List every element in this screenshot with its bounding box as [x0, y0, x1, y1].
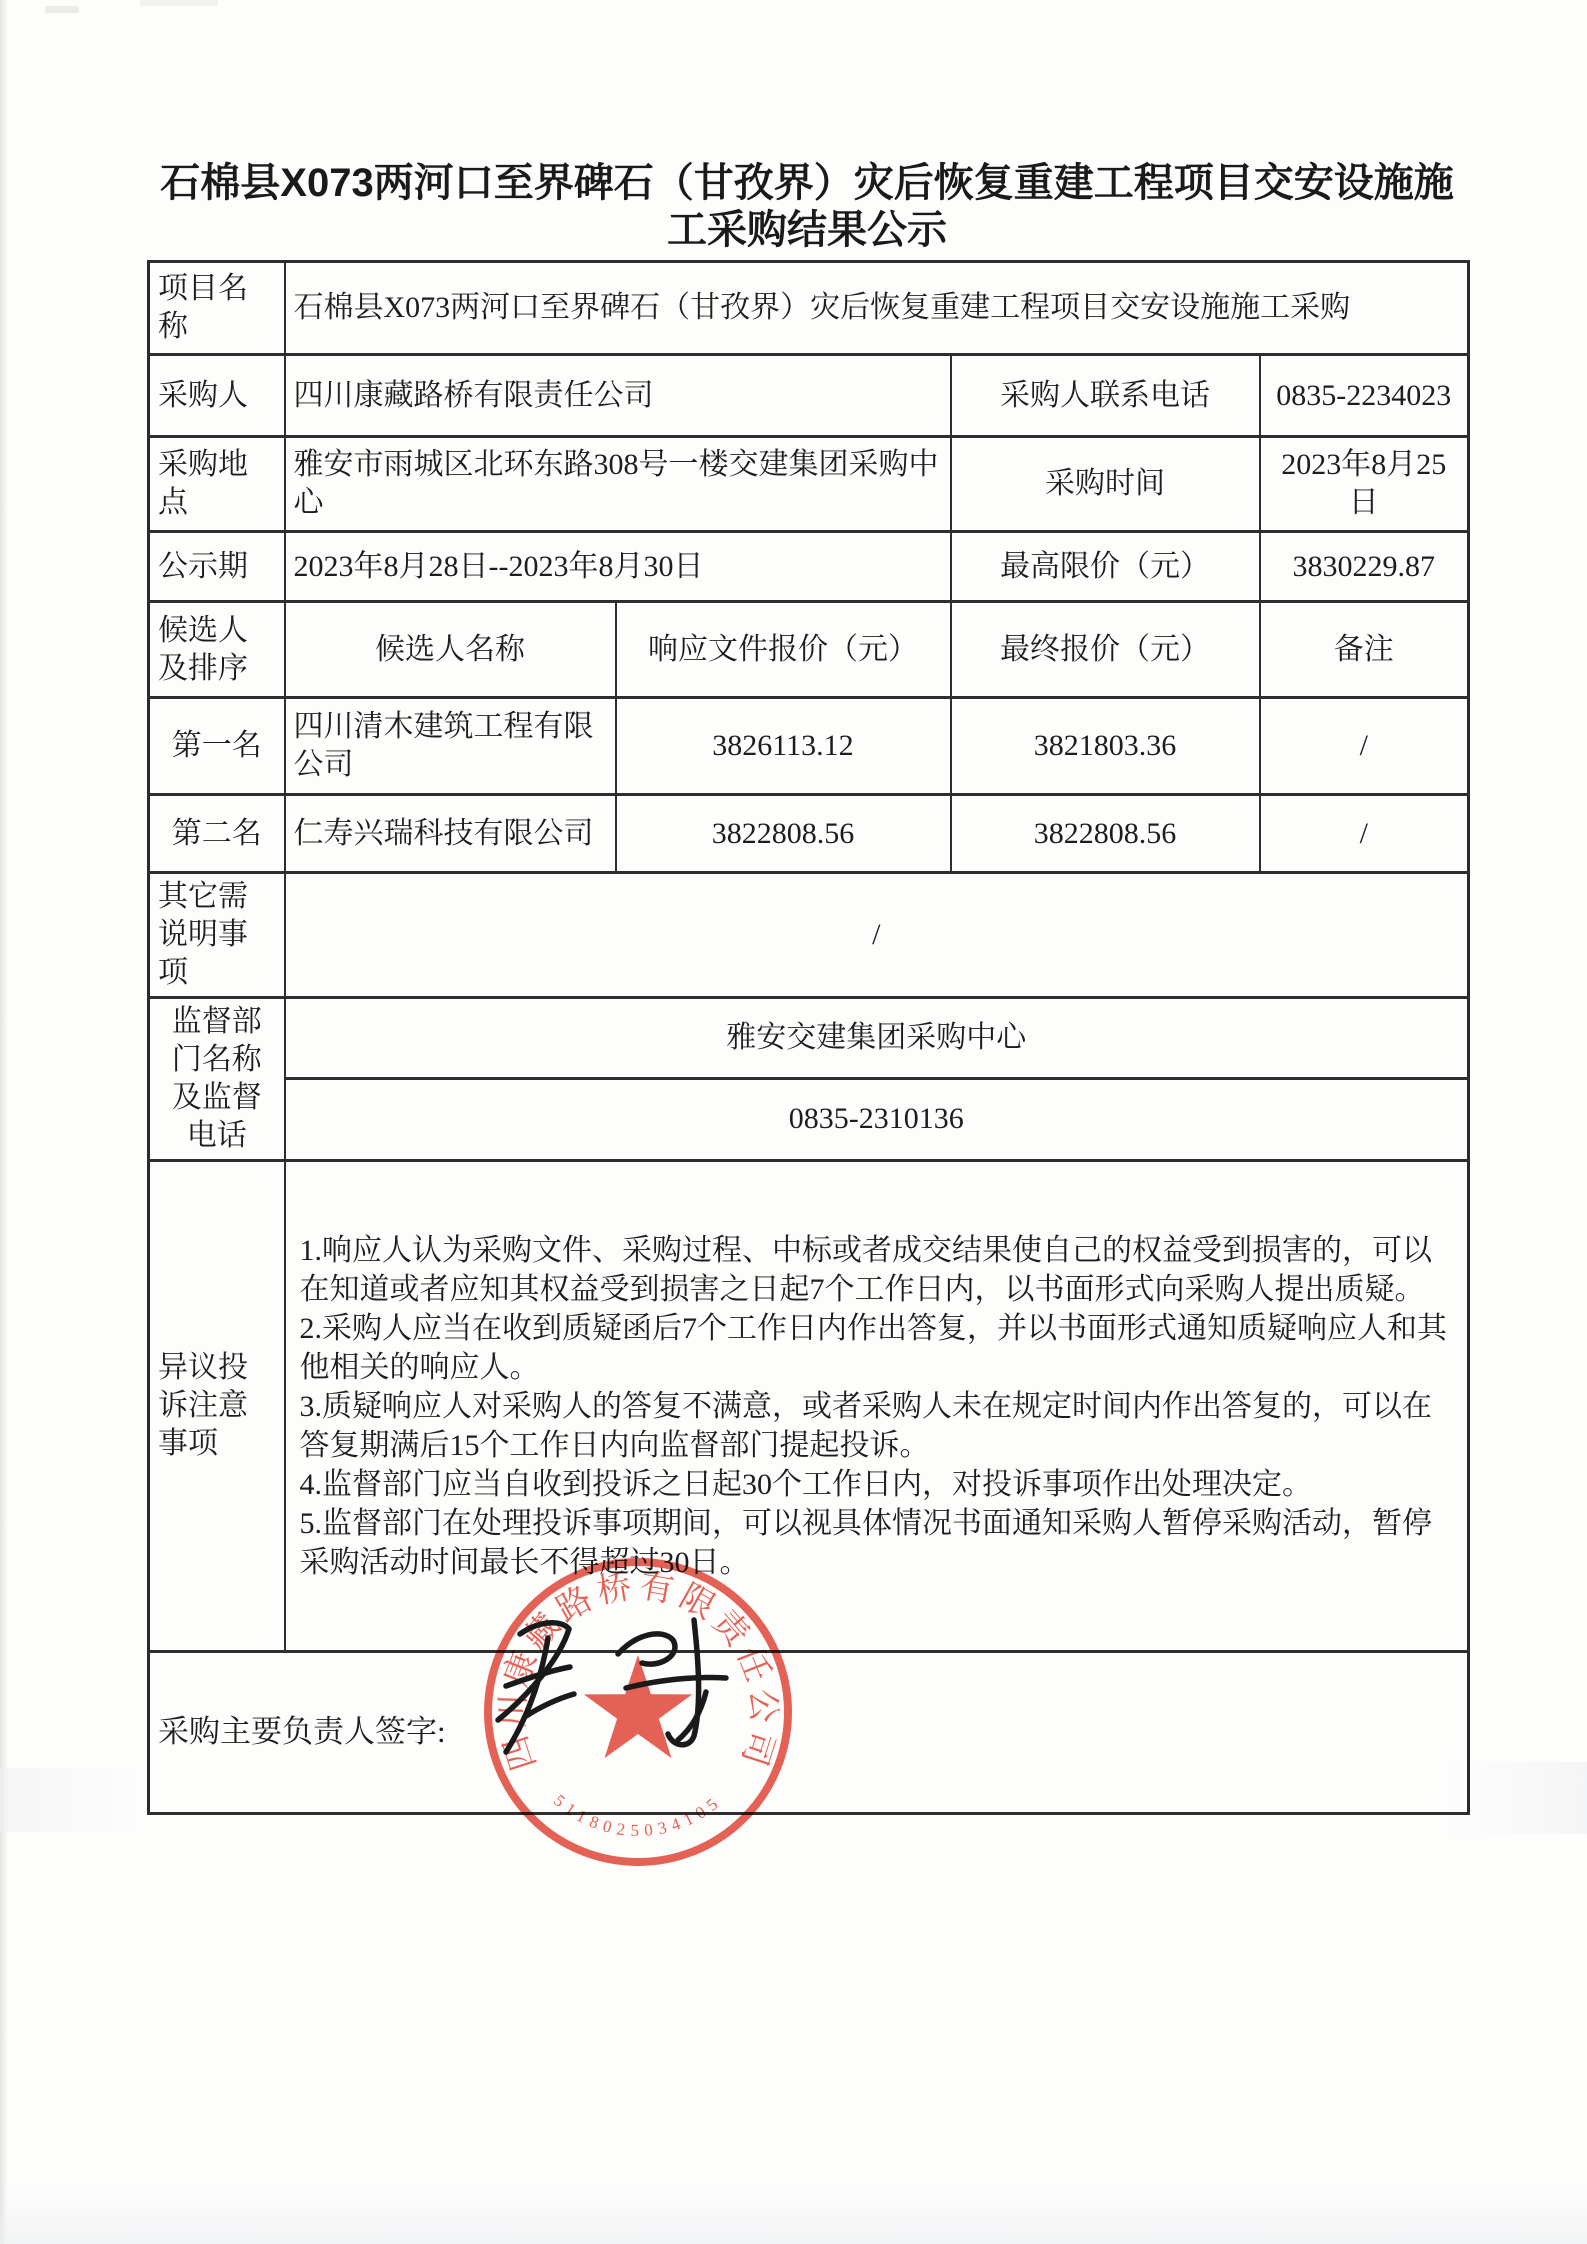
row-purchaser [149, 355, 1469, 437]
candidates-header-name: 候选人名称 [285, 602, 616, 698]
location-value: 雅安市雨城区北环东路308号一楼交建集团采购中心 [285, 437, 951, 532]
max-price-label: 最高限价（元） [951, 532, 1260, 602]
row-signature [149, 1652, 1469, 1814]
candidates-header-remark: 备注 [1260, 602, 1469, 698]
purchase-time-label: 采购时间 [951, 437, 1260, 532]
supervision-label: 监督部门名称及监督电话 [149, 998, 285, 1161]
scan-artifact [0, 2186, 1587, 2244]
purchaser-label: 采购人 [149, 355, 285, 437]
scan-artifact [45, 6, 79, 13]
objection-item-5: 5.监督部门在处理投诉事项期间，可以视具体情况书面通知采购人暂停采购活动，暂停采购活动时间最长不得超过30日。 [299, 1506, 1432, 1579]
supervision-phone: 0835-2310136 [285, 1078, 1469, 1160]
objection-item-2: 2.采购人应当在收到质疑函后7个工作日内作出答复，并以书面形式通知质疑响应人和其他相关的响应人。 [299, 1311, 1447, 1384]
scan-edge-shadow [0, 0, 8, 2244]
row-supervision-phone [149, 1078, 1469, 1160]
document-title-line2: 工采购结果公示 [667, 208, 947, 252]
objection-item-4: 4.监督部门应当自收到投诉之日起30个工作日内，对投诉事项作出处理决定。 [299, 1467, 1312, 1501]
purchaser-phone-value: 0835-2234023 [1260, 355, 1469, 437]
row-location [149, 437, 1469, 532]
row-supervision-name [149, 998, 1469, 1079]
seal-company-textpath: 四川康藏路桥有限责任公司 [494, 1567, 782, 1775]
candidate-1-final-price: 3821803.36 [951, 698, 1260, 795]
max-price-value: 3830229.87 [1260, 532, 1469, 602]
purchase-time-value: 2023年8月25日 [1260, 437, 1469, 532]
candidate-2-doc-price: 3822808.56 [616, 795, 951, 873]
signature-cell [149, 1652, 1469, 1814]
candidate-2-final-price: 3822808.56 [951, 795, 1260, 873]
procurement-result-table [147, 260, 1470, 1815]
table-row-candidate-1 [149, 698, 1469, 795]
signature-label: 采购主要负责人签字: [158, 1714, 446, 1749]
other-notes-value: / [285, 873, 1469, 998]
candidate-2-name: 仁寿兴瑞科技有限公司 [285, 795, 616, 873]
candidates-header-label: 候选人及排序 [149, 602, 285, 698]
candidate-1-rank: 第一名 [149, 698, 285, 795]
publicity-label: 公示期 [149, 532, 285, 602]
row-candidates-header [149, 602, 1469, 698]
candidates-header-final-price: 最终报价（元） [951, 602, 1260, 698]
candidates-header-doc-price: 响应文件报价（元） [616, 602, 951, 698]
supervision-name: 雅安交建集团采购中心 [285, 998, 1469, 1079]
other-notes-label: 其它需说明事项 [149, 873, 285, 998]
table-row-candidate-2 [149, 795, 1469, 873]
scan-artifact [0, 1768, 142, 1832]
objection-item-3: 3.质疑响应人对采购人的答复不满意，或者采购人未在规定时间内作出答复的，可以在答复期满后15个工作日内向监督部门提起投诉。 [299, 1389, 1432, 1462]
document-title-line1: 石棉县X073两河口至界碑石（甘孜界）灾后恢复重建工程项目交安设施施 [160, 161, 1454, 205]
candidate-1-doc-price: 3826113.12 [616, 698, 951, 795]
project-name-value: 石棉县X073两河口至界碑石（甘孜界）灾后恢复重建工程项目交安设施施工采购 [285, 262, 1469, 355]
publicity-value: 2023年8月28日--2023年8月30日 [285, 532, 951, 602]
project-name-label: 项目名称 [149, 262, 285, 355]
row-project-name [149, 262, 1469, 355]
scan-artifact [140, 0, 218, 6]
location-label: 采购地点 [149, 437, 285, 532]
row-publicity-period [149, 532, 1469, 602]
purchaser-value: 四川康藏路桥有限责任公司 [285, 355, 951, 437]
document-title [147, 160, 1467, 254]
candidate-2-rank: 第二名 [149, 795, 285, 873]
objection-item-1: 1.响应人认为采购文件、采购过程、中标或者成交结果使自己的权益受到损害的，可以在知道或者应知其权益受到损害之日起7个工作日内，以书面形式向采购人提出质疑。 [299, 1233, 1432, 1306]
objection-label: 异议投诉注意事项 [149, 1161, 285, 1652]
purchaser-phone-label: 采购人联系电话 [951, 355, 1260, 437]
row-objection-notice [149, 1161, 1469, 1652]
candidate-2-remark: / [1260, 795, 1469, 873]
candidate-1-remark: / [1260, 698, 1469, 795]
candidate-1-name: 四川清木建筑工程有限公司 [285, 698, 616, 795]
objection-content [285, 1161, 1469, 1652]
seal-serial-textpath: 5118025034105 [550, 1790, 726, 1841]
row-other-notes [149, 873, 1469, 998]
